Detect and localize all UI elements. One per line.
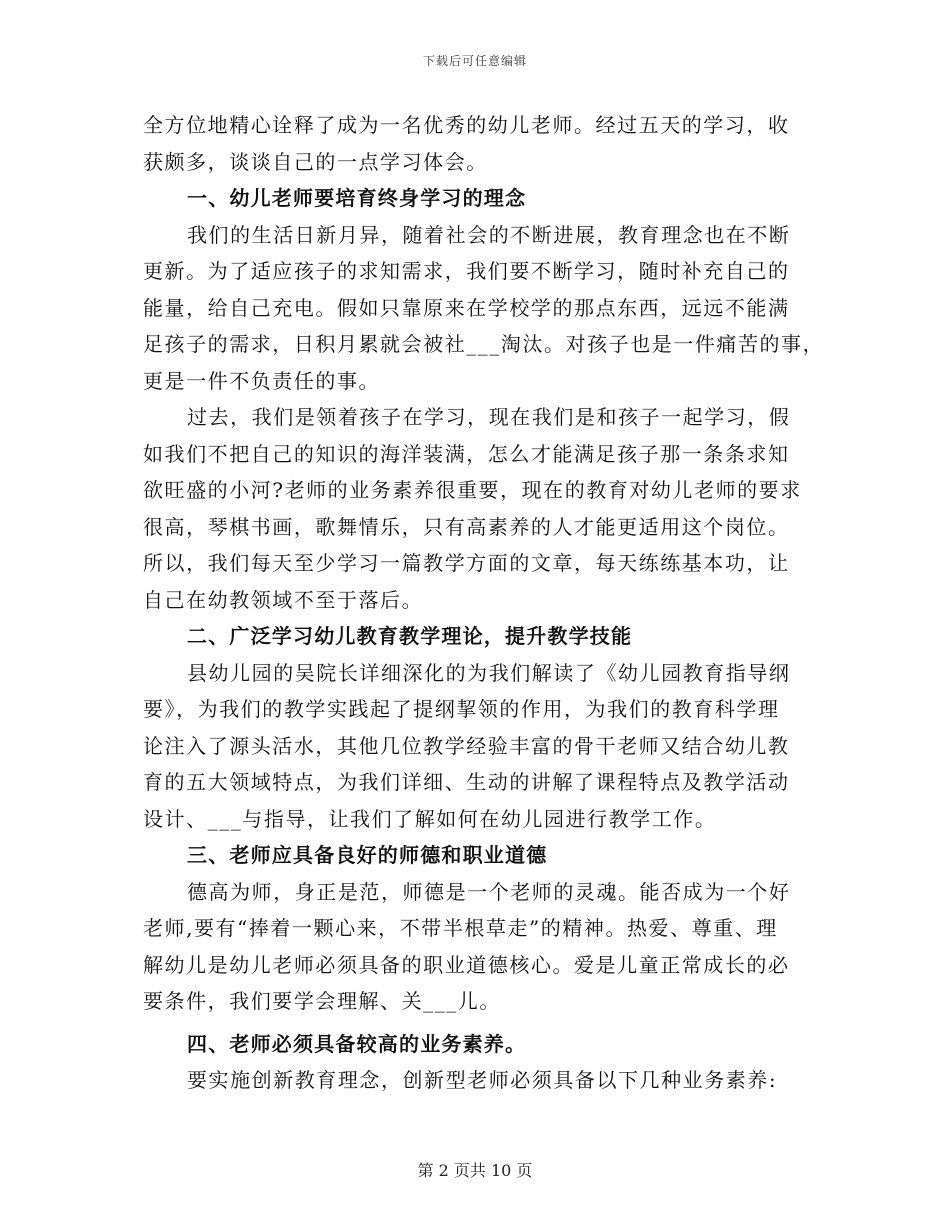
body-line: 德高为师，身正是范，师德是一个老师的灵魂。能否成为一个好 <box>187 879 791 904</box>
section-heading-1: 一、幼儿老师要培育终身学习的理念 <box>187 186 527 210</box>
body-line: 我们的生活日新月异，随着社会的不断进展，教育理念也在不断 <box>187 222 791 247</box>
body-line: 所以，我们每天至少学习一篇教学方面的文章，每天练练基本功，让 <box>143 551 790 575</box>
body-line: 要条件，我们要学会理解、关___儿。 <box>143 989 501 1013</box>
body-line: 育的五大领域特点，为我们详细、生动的讲解了课程特点及教学活动 <box>143 770 790 794</box>
section-heading-2: 二、广泛学习幼儿教育教学理论，提升教学技能 <box>187 624 633 648</box>
body-line: 很高，琴棋书画，歌舞情乐，只有高素养的人才能更适用这个岗位。 <box>143 514 790 539</box>
body-line: 要实施创新教育理念，创新型老师必须具备以下几种业务素养: <box>187 1068 778 1092</box>
body-line: 设计、___与指导，让我们了解如何在幼儿园进行教学工作。 <box>143 806 717 831</box>
body-line: 获颇多，谈谈自己的一点学习体会。 <box>143 149 488 174</box>
header-note: 下载后可任意编辑 <box>422 54 527 68</box>
section-heading-4: 四、老师必须具备较高的业务素养。 <box>187 1031 527 1056</box>
page-number: 第 2 页共 10 页 <box>417 1161 533 1180</box>
body-line: 如我们不把自己的知识的海洋装满，怎么才能满足孩子那一条条求知 <box>143 441 790 466</box>
body-line: 足孩子的需求，日积月累就会被社___淘汰。对孩子也是一件痛苦的事， <box>143 332 825 356</box>
body-line: 自己在幼教领域不至于落后。 <box>143 587 424 612</box>
body-line: 欲旺盛的小河?老师的业务素养很重要，现在的教育对幼儿老师的要求 <box>143 478 802 502</box>
body-line: 解幼儿是幼儿老师必须具备的职业道德核心。爱是儿童正常成长的必 <box>143 952 790 977</box>
body-line: 县幼儿园的吴院长详细深化的为我们解读了《幼儿园教育指导纲 <box>187 660 791 685</box>
body-line: 过去，我们是领着孩子在学习，现在我们是和孩子一起学习，假 <box>187 405 791 429</box>
body-line: 论注入了源头活水，其他几位教学经验丰富的骨干老师又结合幼儿教 <box>143 733 790 758</box>
body-line: 全方位地精心诠释了成为一名优秀的幼儿老师。经过五天的学习，收 <box>143 113 790 137</box>
body-line: 要》，为我们的教学实践起了提纲挈领的作用，为我们的教育科学理 <box>143 697 780 721</box>
body-line: 更新。为了适应孩子的求知需求，我们要不断学习，随时补充自己的 <box>143 259 790 283</box>
section-heading-3: 三、老师应具备良好的师德和职业道德 <box>187 843 548 867</box>
body-line: 能量，给自己充电。假如只靠原来在学校学的那点东西，远远不能满 <box>143 295 790 320</box>
body-line: 老师,要有“捧着一颗心来，不带半根草走”的精神。热爱、尊重、理 <box>143 916 778 940</box>
body-line: 更是一件不负责任的事。 <box>143 368 381 393</box>
document-body <box>143 107 825 1099</box>
